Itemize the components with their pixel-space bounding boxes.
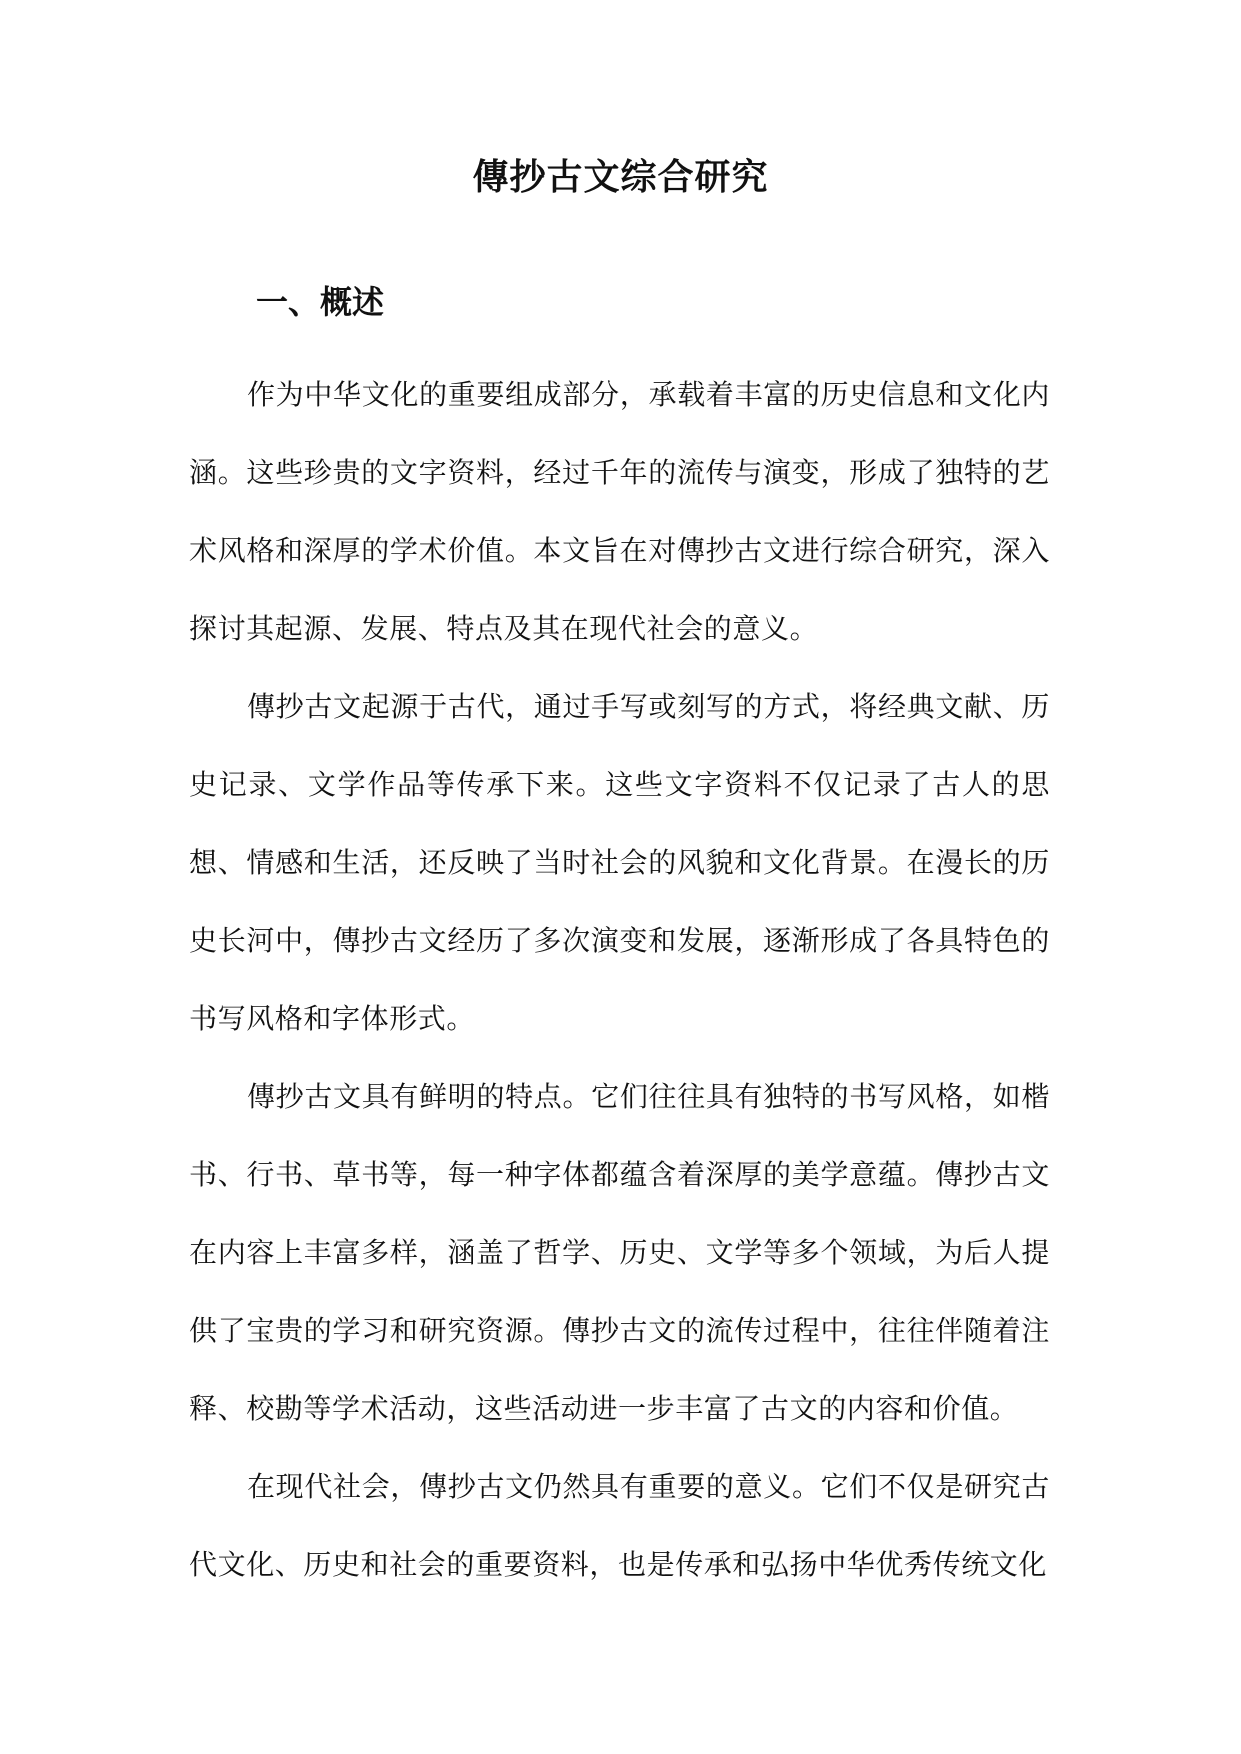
paragraph: 作为中华文化的重要组成部分，承载着丰富的历史信息和文化内涵。这些珍贵的文字资料，经过千年的流传与演变，形成了独特的艺术风格和深厚的学术价值。本文旨在对傳抄古文进行综合研究，深入探讨其起源、发展、特点及其在现代社会的意义。	[189, 378, 1050, 645]
section-heading: 一、概述	[256, 283, 385, 321]
document-title: 傳抄古文综合研究	[472, 157, 769, 198]
paragraph: 傳抄古文起源于古代，通过手写或刻写的方式，将经典文献、历史记录、文学作品等传承下来。这些文字资料不仅记录了古人的思想、情感和生活，还反映了当时社会的风貌和文化背景。在漫长的历史长河中，傳抄古文经历了多次演变和发展，逐渐形成了各具特色的书写风格和字体形式。	[189, 690, 1050, 1035]
body-text	[189, 356, 1050, 1604]
paragraph: 在现代社会，傳抄古文仍然具有重要的意义。它们不仅是研究古代文化、历史和社会的重要资料，也是传承和弘扬中华优秀传统文化	[189, 1470, 1050, 1581]
paragraph: 傳抄古文具有鲜明的特点。它们往往具有独特的书写风格，如楷书、行书、草书等，每一种字体都蕴含着深厚的美学意蕴。傳抄古文在内容上丰富多样，涵盖了哲学、历史、文学等多个领域，为后人提供了宝贵的学习和研究资源。傳抄古文的流传过程中，往往伴随着注释、校勘等学术活动，这些活动进一步丰富了古文的内容和价值。	[189, 1080, 1050, 1425]
